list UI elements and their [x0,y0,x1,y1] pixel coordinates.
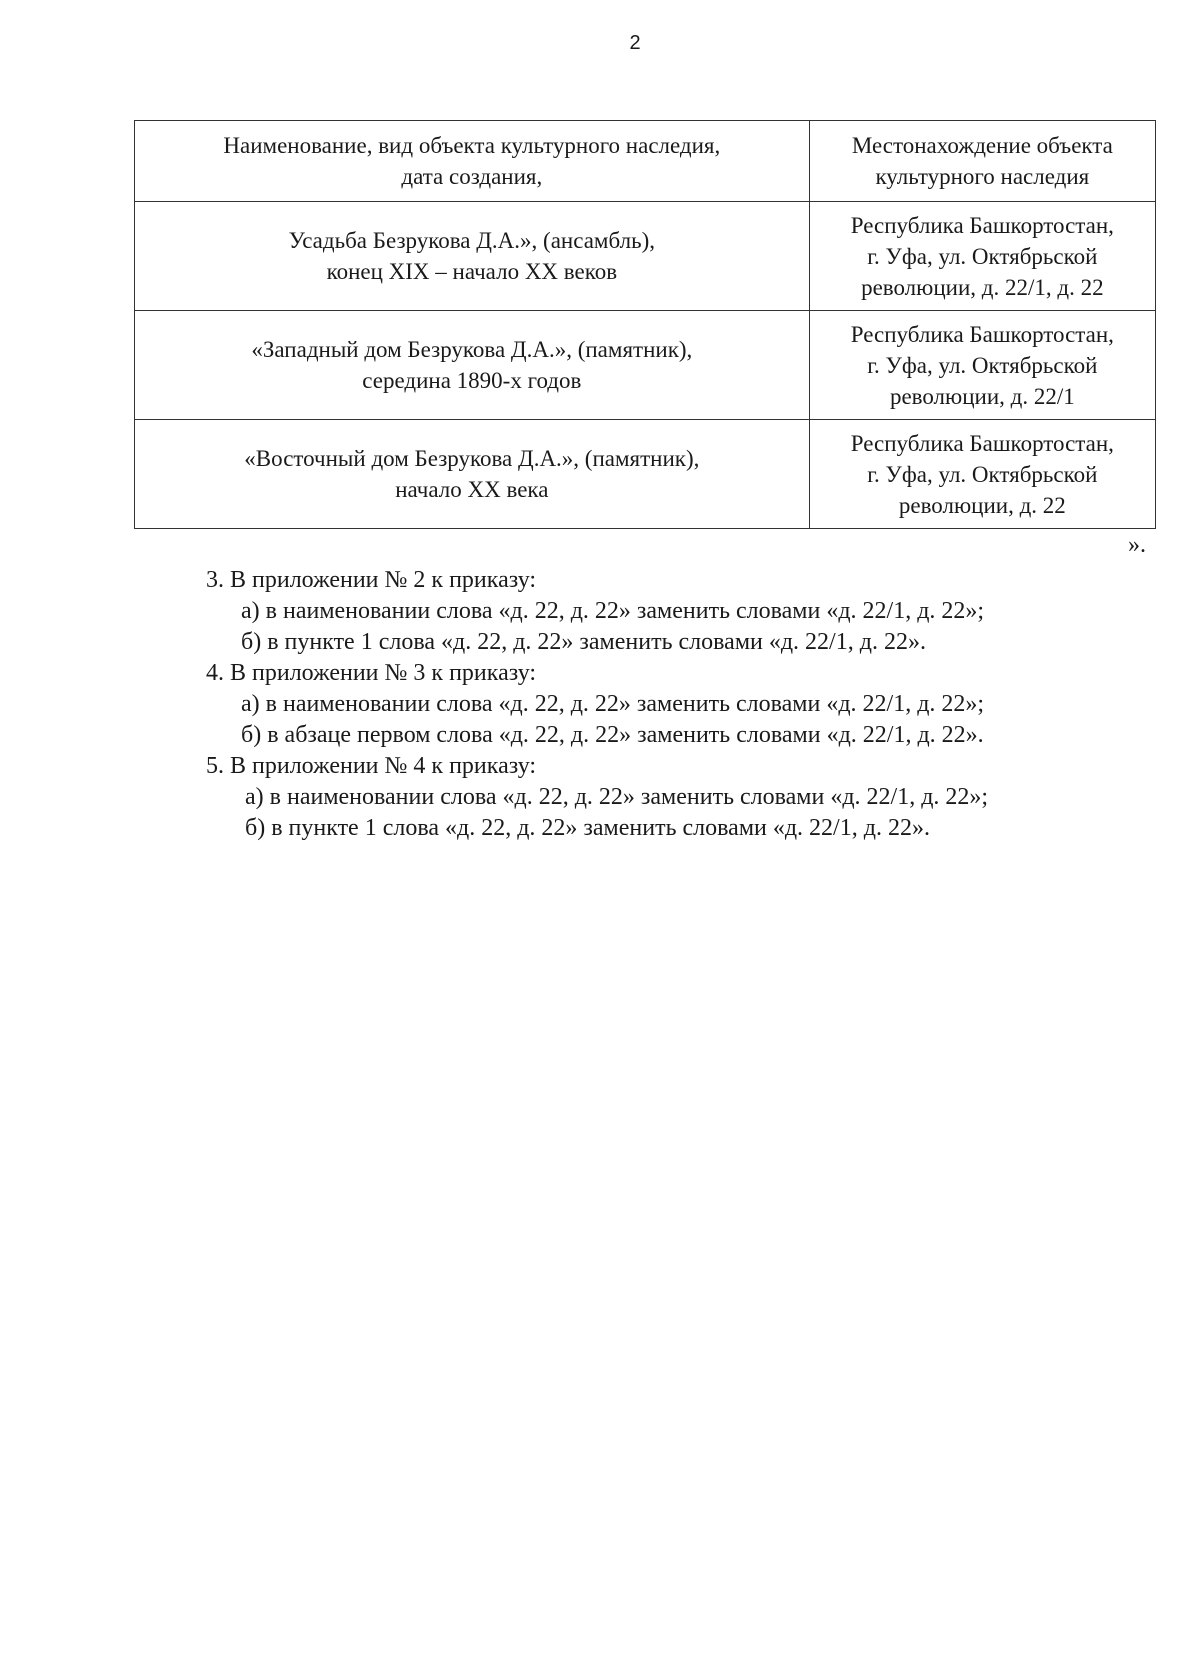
header-location-line: культурного наследия [875,164,1090,189]
table-row [135,311,1156,420]
object-location-line: революции, д. 22/1, д. 22 [861,274,1104,300]
amendment-item: а) в наименовании слова «д. 22, д. 22» заменить словами «д. 22/1, д. 22»; [241,598,985,624]
object-location-cell [809,202,1155,311]
amendment-item: б) в пункте 1 слова «д. 22, д. 22» заменить словами «д. 22/1, д. 22». [241,629,926,655]
heritage-objects-table [134,120,1156,529]
object-name-line: конец XIX – начало XX веков [326,259,618,284]
amendment-item: а) в наименовании слова «д. 22, д. 22» заменить словами «д. 22/1, д. 22»; [245,784,989,810]
table-header-row [135,121,1156,202]
amendment-item: б) в абзаце первом слова «д. 22, д. 22» заменить словами «д. 22/1, д. 22». [241,722,984,748]
object-location-line: революции, д. 22 [898,492,1066,518]
table-row [135,202,1156,311]
header-name-line: дата создания, [401,164,543,189]
object-location-line: Республика Башкортостан, [850,212,1114,238]
object-name-cell [135,202,810,311]
table-row [135,420,1156,529]
object-name-line: середина 1890-х годов [362,368,582,393]
object-name-line: «Восточный дом Безрукова Д.А.», (памятник), [244,446,700,471]
amendment-heading-4: 4. В приложении № 3 к приказу: [206,660,537,686]
object-location-cell [809,311,1155,420]
header-cell-location [809,121,1155,202]
object-location-line: г. Уфа, ул. Октябрьской [867,461,1098,487]
object-location-line: революции, д. 22/1 [889,383,1075,409]
object-location-line: г. Уфа, ул. Октябрьской [867,352,1098,378]
object-name-line: начало XX века [395,477,549,502]
object-name-line: Усадьба Безрукова Д.А.», (ансамбль), [288,228,655,253]
object-name-cell [135,311,810,420]
amendment-item: б) в пункте 1 слова «д. 22, д. 22» заменить словами «д. 22/1, д. 22». [245,815,930,841]
page-number: 2 [629,32,641,54]
header-cell-name [135,121,810,202]
amendment-heading-5: 5. В приложении № 4 к приказу: [206,753,537,779]
object-name-cell [135,420,810,529]
header-name-line: Наименование, вид объекта культурного наследия, [223,133,721,158]
amendment-item: а) в наименовании слова «д. 22, д. 22» заменить словами «д. 22/1, д. 22»; [241,691,985,717]
object-location-line: Республика Башкортостан, [850,321,1114,347]
closing-quote: ». [1128,532,1146,558]
amendment-heading-3: 3. В приложении № 2 к приказу: [206,567,537,593]
object-location-line: г. Уфа, ул. Октябрьской [867,243,1098,269]
header-location-line: Местонахождение объекта [851,133,1113,158]
object-location-line: Республика Башкортостан, [850,430,1114,456]
object-location-cell [809,420,1155,529]
object-name-line: «Западный дом Безрукова Д.А.», (памятник), [251,337,693,362]
